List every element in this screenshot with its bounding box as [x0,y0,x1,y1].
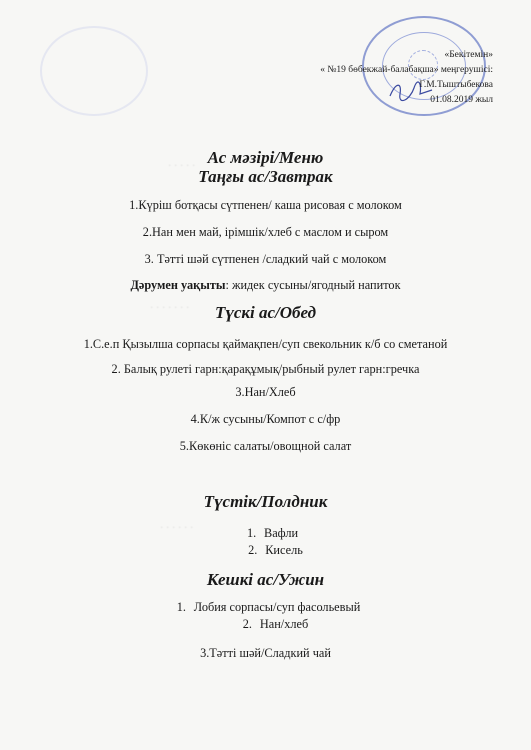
breakfast-item: 1.Күріш ботқасы сүтпенен/ каша рисовая с молоком [129,198,402,212]
dinner-item: Лобия сорпасы/суп фасольевый [193,600,361,614]
list-item [0,542,531,559]
lunch-item: 4.К/ж сусыны/Компот с с/фр [190,412,341,426]
approval-name: Г.М.Тыштыбекова [419,80,493,90]
lunch-item: 3.Нан/Хлеб [235,385,296,399]
vitamin-time-line [0,278,531,293]
dinner-item: Нан/хлеб [259,617,309,631]
approval-position: « №19 бөбекжай-балабақша» меңгерушісі: [320,65,493,75]
menu-title: Ас мәзірі/Меню [207,148,324,167]
lunch-item: 5.Көкөніс салаты/овощной салат [179,439,352,453]
vitamin-time-text: : жидек сусыны/ягодный напиток [225,278,401,292]
list-number: 2. [248,543,258,557]
list-number: 2. [242,617,253,631]
breakfast-item: 3. Тәтті шәй сүтпенен /сладкий чай с молоком [144,252,387,266]
lunch-item: 2. Балық рулеті гарн:қарақұмық/рыбный рулет гарн:гречка [111,362,420,376]
breakfast-item: 2.Нан мен май, ірімшік/хлеб с маслом и сыром [142,225,389,239]
faint-seal-stamp [40,26,148,116]
list-item [0,525,531,542]
snack-item: Вафли [264,526,299,540]
list-item [0,599,531,616]
list-item [0,616,531,633]
list-number: 1. [176,600,186,614]
approval-heading: «Бекітемін» [444,50,493,60]
approval-date: 01.08.2019 жыл [430,95,493,105]
dinner-item: 3.Тәтті шәй/Сладкий чай [200,646,331,660]
bleed-through-text: · · · · · [168,158,195,172]
bleed-through-text: · · · · · · [160,520,193,534]
lunch-heading: Түскі ас/Обед [214,303,317,322]
approval-block [293,48,493,108]
breakfast-heading: Таңғы ас/Завтрак [198,167,333,186]
snack-item: Кисель [265,543,303,557]
snack-heading: Түстік/Полдник [203,492,328,511]
dinner-heading: Кешкі ас/Ужин [206,570,325,589]
bleed-through-text: · · · · · · · [150,300,189,314]
dinner-list [0,599,531,633]
vitamin-time-label: Дәрумен уақыты [130,278,226,292]
list-number: 1. [246,526,257,540]
lunch-item: 1.С.е.п Қызылша сорпасы қаймақпен/суп свекольник к/б со сметаной [83,337,448,351]
snack-list [0,525,531,559]
